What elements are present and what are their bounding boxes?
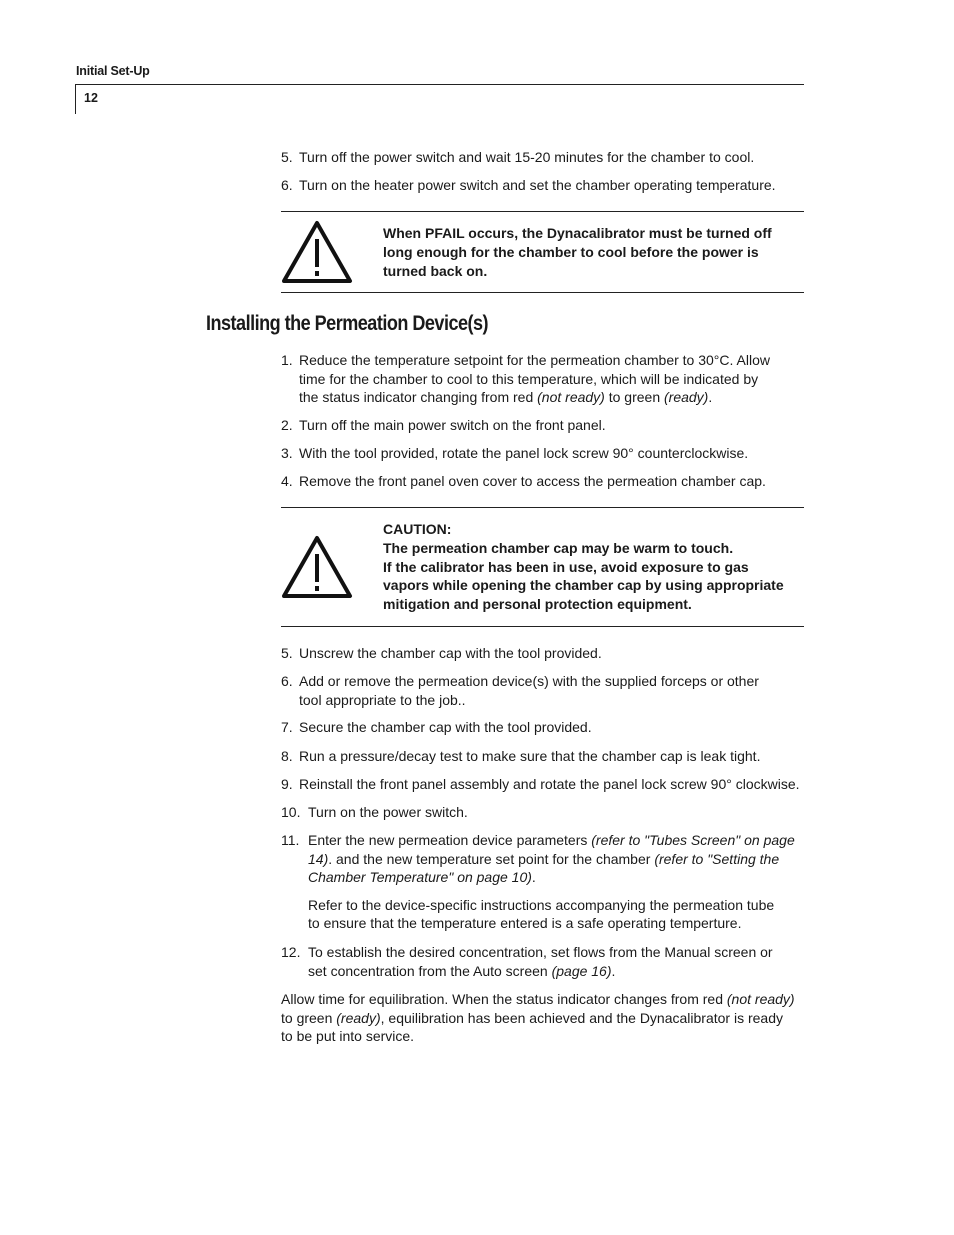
running-header: Initial Set-Up: [76, 64, 150, 78]
warning-triangle-icon: [281, 535, 353, 599]
warning-triangle-icon: [281, 220, 353, 284]
list-item: 1. Reduce the temperature setpoint for the permeation chamber to 30°C. Allow time for the chamber to cool to this temperature, which will be indicated by the status indicator changing from red (not ready) to green (ready).: [281, 352, 770, 406]
list-item: 8. Run a pressure/decay test to make sure that the chamber cap is leak tight.: [281, 748, 761, 764]
list-item: 6. Add or remove the permeation device(s) with the supplied forceps or other tool appropriate to the job..: [281, 673, 759, 708]
list-item: 11. Enter the new permeation device parameters (refer to "Tubes Screen" on page 14). and the new temperature set point for the chamber (refer to "Setting the Chamber Temperature" on page 10). Refer to the device-specific instructions accompanying the permeation tube to ensure that the temperature entered is a safe operating temperture.: [281, 832, 795, 932]
page-number: 12: [84, 91, 98, 105]
list-item: 6. Turn on the heater power switch and set the chamber operating temperature.: [281, 177, 776, 193]
closing-paragraph: Allow time for equilibration. When the status indicator changes from red (not ready) to green (ready), equilibration has been achieved and the Dynacalibrator is ready to be put into service.: [281, 991, 795, 1045]
list-item: 2. Turn off the main power switch on the front panel.: [281, 417, 606, 433]
caution-callout: [281, 507, 804, 627]
caution-title: CAUTION:: [383, 521, 452, 537]
list-item: 5. Unscrew the chamber cap with the tool provided.: [281, 645, 602, 661]
caution-text: CAUTION: The permeation chamber cap may be warm to touch. If the calibrator has been in use, avoid exposure to gas vapors while opening the chamber cap by using appropriate mitigation and personal protection equipment.: [383, 520, 813, 614]
list-item: 3. With the tool provided, rotate the panel lock screw 90° counterclockwise.: [281, 445, 749, 461]
list-item: 10. Turn on the power switch.: [281, 804, 468, 820]
list-item: 4. Remove the front panel oven cover to access the permeation chamber cap.: [281, 473, 766, 489]
list-item: 9. Reinstall the front panel assembly and rotate the panel lock screw 90° clockwise.: [281, 776, 800, 792]
list-item: 12. To establish the desired concentration, set flows from the Manual screen or set concentration from the Auto screen (page 16).: [281, 944, 773, 979]
warning-callout: [281, 211, 804, 293]
section-heading: Installing the Permeation Device(s): [206, 312, 489, 335]
list-item: 7. Secure the chamber cap with the tool provided.: [281, 719, 592, 735]
list-item: 5. Turn off the power switch and wait 15-20 minutes for the chamber to cool.: [281, 149, 755, 165]
header-vertical-rule: [75, 84, 76, 114]
warning-text: When PFAIL occurs, the Dynacalibrator must be turned off long enough for the chamber to cool before the power is turned back on.: [383, 225, 772, 279]
header-rule: [75, 84, 804, 85]
